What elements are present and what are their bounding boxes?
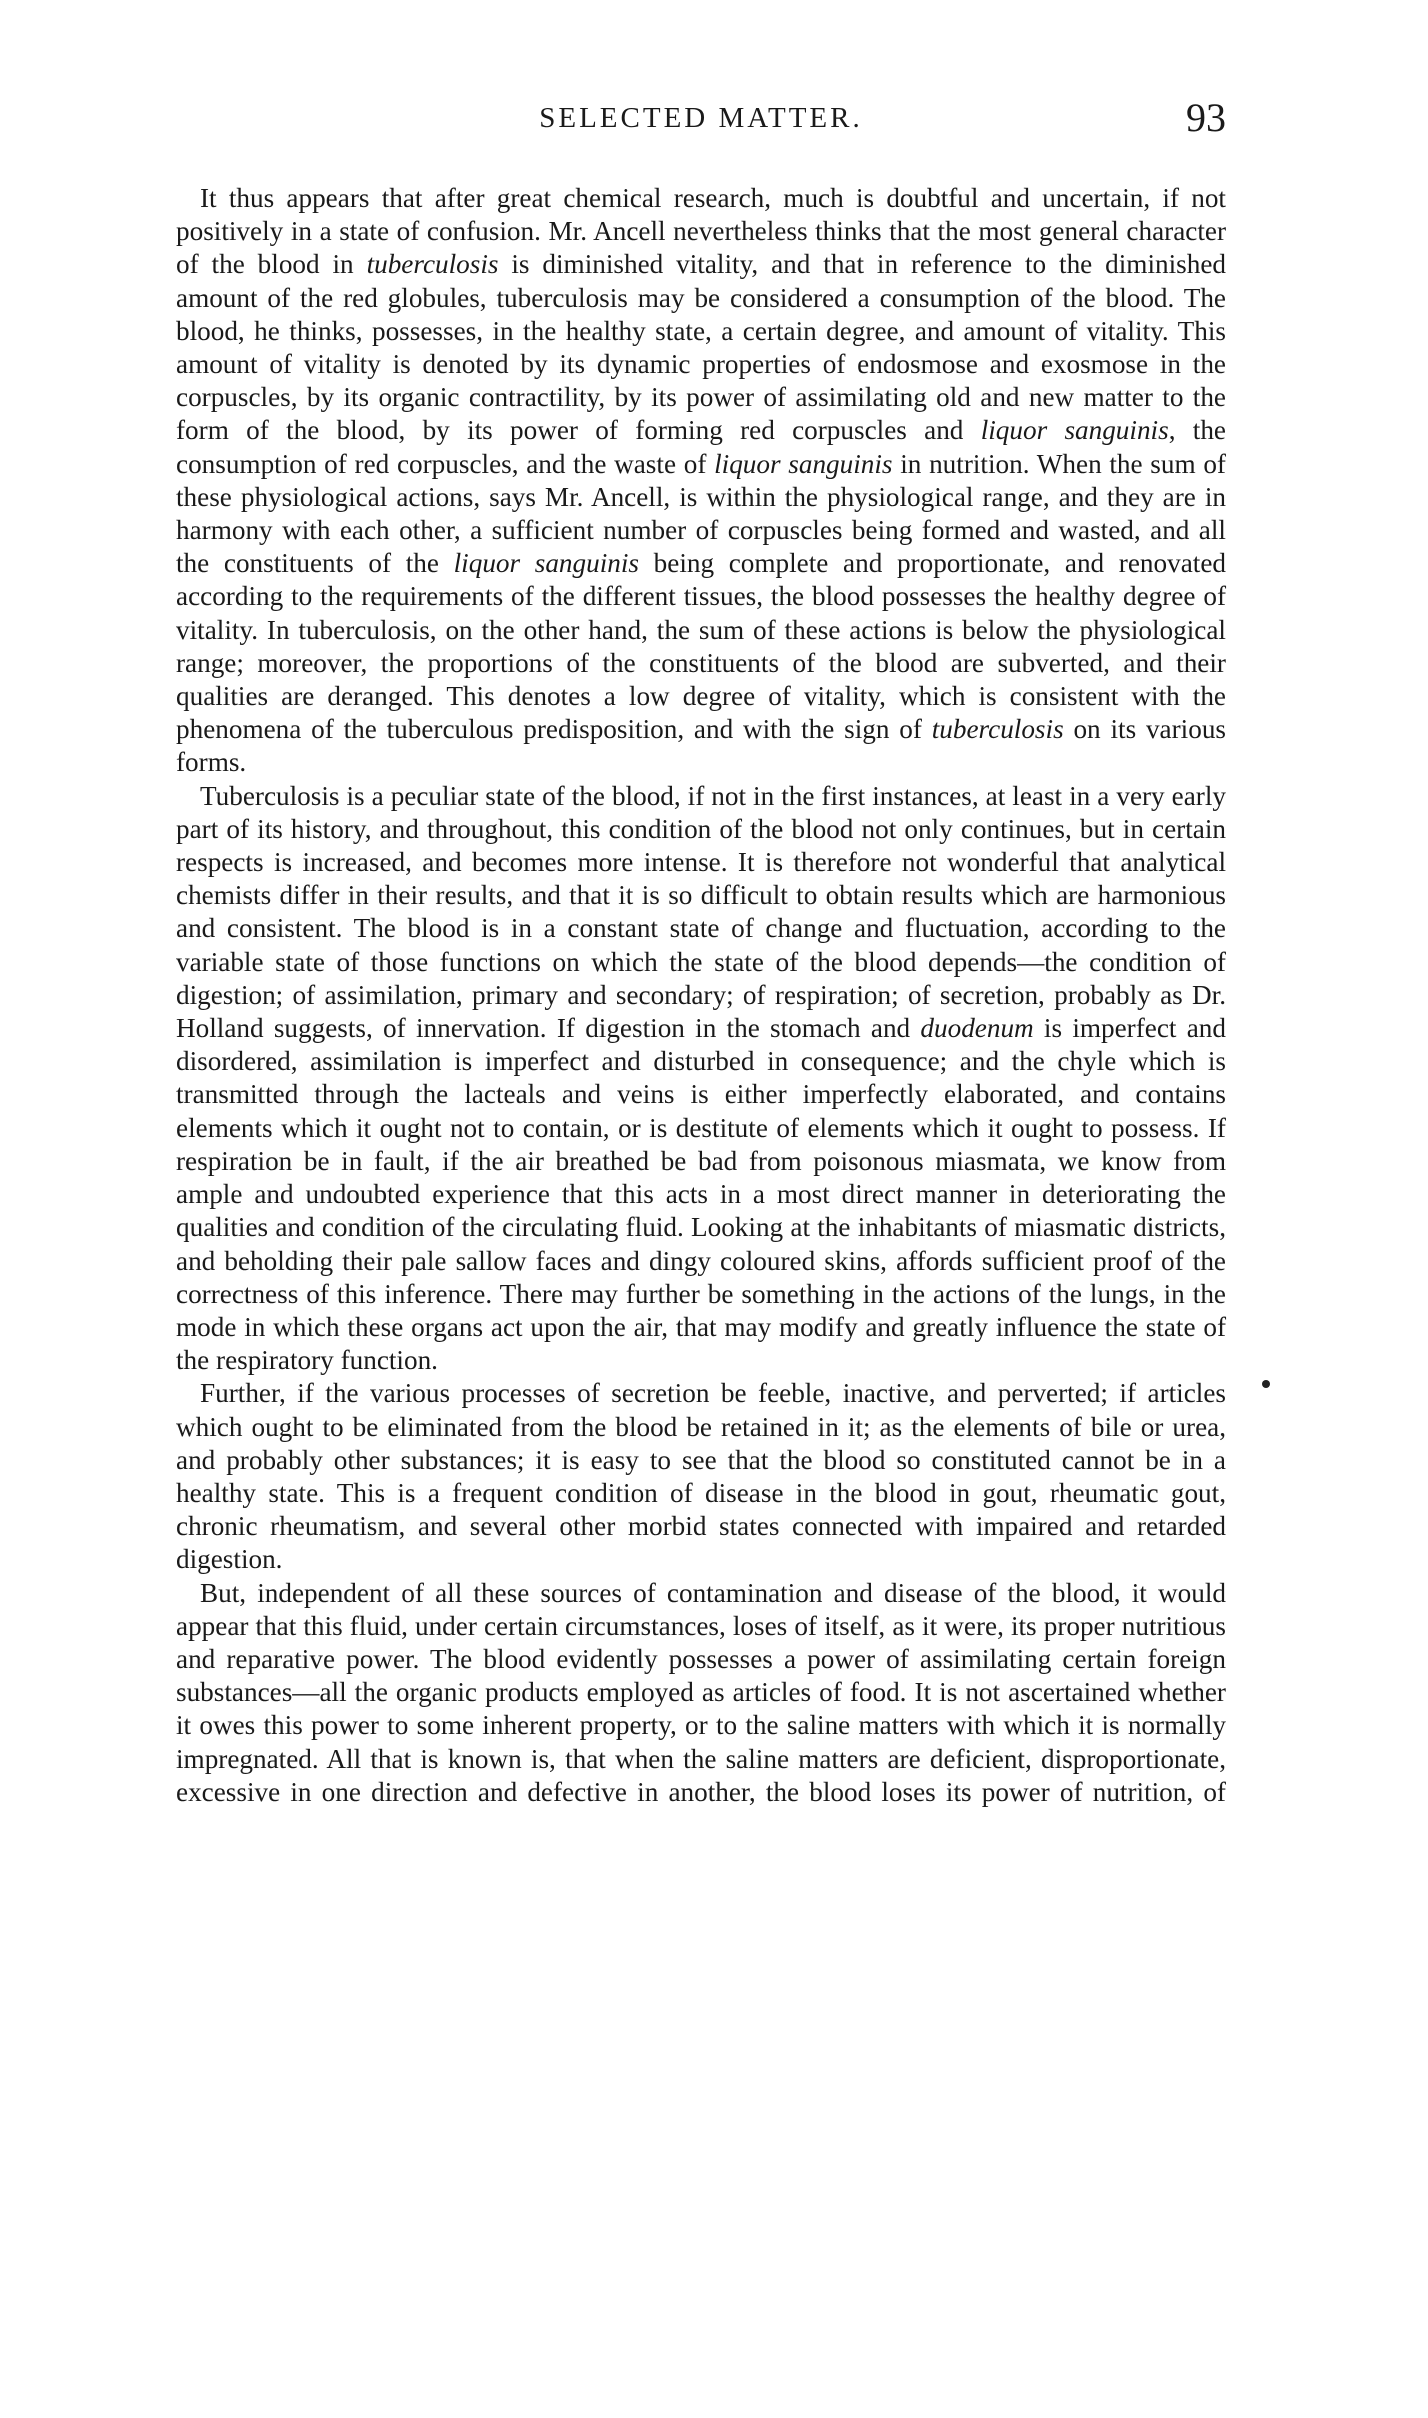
running-head	[176, 95, 1226, 148]
italic-term: liquor sanguinis	[453, 548, 639, 579]
italic-term: duodenum	[920, 1013, 1034, 1044]
text-run: But, independent of all these sources of contamination and disease of the blood, it would appear that this fluid, under certain circumstances, loses of itself, as it were, its proper nutritious and reparative power. The blood evidently possesses a power of assimilating certain foreign substances—all the organic products employed as articles of food. It is not ascertained whether it owes this power to some inherent property, or to the saline matters with which it is normally impregnated. All that is known is, that when the saline matters are deficient, disproportionate, excessive in one direction and defective in another, the blood loses its power of nutrition, of	[176, 1577, 1226, 1807]
text-run: being complete and proportionate, and renovated according to the requirements of the different tissues, the blood possesses the healthy degree of vitality. In tuberculosis, on the other hand, the sum of these actions is below the physiological range; moreover, the proportions of the constituents of the blood are subverted, and their qualities are deranged. This denotes a low degree of vitality, which is consistent with the phenomena of the tuberculous predisposition, and with the sign of	[176, 548, 1226, 745]
text-run: on its various forms.	[176, 714, 1226, 778]
text-run: , the consumption of red corpuscles, and the waste of	[176, 415, 1226, 479]
paragraph-3	[176, 1377, 1226, 1576]
text-run: is imperfect and disordered, assimilation is imperfect and disturbed in consequence; and the chyle which is transmitted through the lacteals and veins is either imperfectly elaborated, and contains elements which it ought not to contain, or is destitute of elements which it ought to possess. If respiration be in fault, if the air breathed be bad from poisonous miasmata, we know from ample and undoubted experience that this acts in a most direct manner in deteriorating the qualities and condition of the circulating fluid. Looking at the inhabitants of miasmatic districts, and beholding their pale sallow faces and dingy coloured skins, affords sufficient proof of the correctness of this inference. There may further be something in the actions of the lungs, in the mode in which these organs act upon the air, that may modify and greatly influence the state of the respiratory function.	[176, 1013, 1226, 1376]
body-text	[176, 182, 1226, 1809]
running-title: SELECTED MATTER.	[539, 102, 863, 134]
text-run: It thus appears that after great chemical research, much is doubtful and uncertain, if not positively in a state of confusion. Mr. Ancell nevertheless thinks that the most general character of the blood in	[176, 183, 1226, 280]
text-run: is diminished vitality, and that in reference to the diminished amount of the red globules, tuberculosis may be considered a consumption of the blood. The blood, he thinks, possesses, in the healthy state, a certain degree, and amount of vitality. This amount of vitality is denoted by its dynamic properties of endosmose and exosmose in the corpuscles, by its organic contractility, by its power of assimilating old and new matter to the form of the blood, by its power of forming red corpuscles and	[176, 249, 1226, 446]
paragraph-4	[176, 1577, 1226, 1809]
paragraph-2	[176, 780, 1226, 1378]
italic-term: liquor sanguinis	[714, 448, 893, 479]
italic-term: tuberculosis	[366, 249, 499, 280]
paragraph-1	[176, 182, 1226, 780]
italic-term: liquor sanguinis	[980, 415, 1169, 446]
page-number: 93	[1186, 95, 1226, 140]
text-run: Further, if the various processes of secretion be feeble, inactive, and perverted; if articles which ought to be eliminated from the blood be retained in it; as the elements of bile or urea, and probably other substances; it is easy to see that the blood so constituted cannot be in a healthy state. This is a frequent condition of disease in the blood in gout, rheumatic gout, chronic rheumatism, and several other morbid states connected with impaired and retarded digestion.	[176, 1378, 1226, 1575]
margin-dot-mark	[1262, 1380, 1270, 1388]
text-run: Tuberculosis is a peculiar state of the blood, if not in the first instances, at least in a very early part of its history, and throughout, this condition of the blood not only continues, but in certain respects is increased, and becomes more intense. It is therefore not wonderful that analytical chemists differ in their results, and that it is so difficult to obtain results which are harmonious and consistent. The blood is in a constant state of change and fluctuation, according to the variable state of those functions on which the state of the blood depends—the condition of digestion; of assimilation, primary and secondary; of respiration; of secretion, probably as Dr. Holland suggests, of innervation. If digestion in the stomach and	[176, 780, 1226, 1044]
italic-term: tuberculosis	[931, 714, 1064, 745]
text-run: in nutrition. When the sum of these physiological actions, says Mr. Ancell, is within the physiological range, and they are in harmony with each other, a sufficient number of corpuscles being formed and wasted, and all the constituents of the	[176, 448, 1226, 579]
